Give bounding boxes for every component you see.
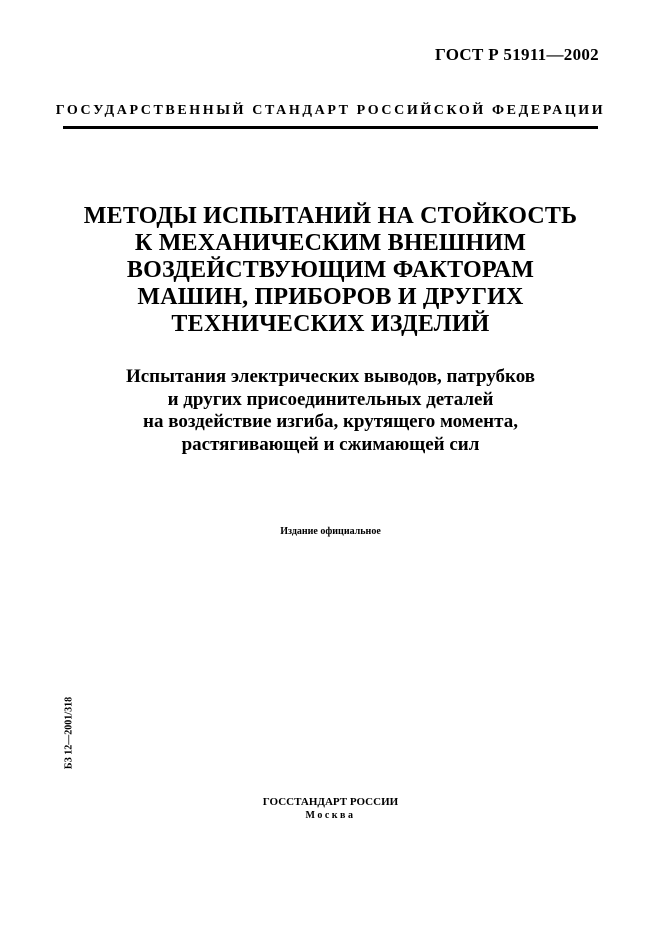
main-title [0, 203, 661, 338]
side-code-text: БЗ 12—2001/318 [63, 696, 75, 770]
city: Москва [305, 810, 356, 821]
publisher: ГОССТАНДАРТ РОССИИ [262, 796, 399, 808]
state-standard-heading: ГОСУДАРСТВЕННЫЙ СТАНДАРТ РОССИЙСКОЙ ФЕДЕРАЦИИ [55, 103, 606, 118]
subtitle-line: на воздействие изгиба, крутящего момента, [143, 411, 518, 432]
document-number: ГОСТ Р 51911—2002 [435, 45, 599, 64]
edition-label: Издание официальное [280, 526, 381, 537]
subtitle-line: растягивающей и сжимающей сил [181, 433, 480, 455]
main-title-line: ВОЗДЕЙСТВУЮЩИМ ФАКТОРАМ [126, 257, 535, 283]
subtitle [0, 366, 661, 456]
main-title-line: МЕТОДЫ ИСПЫТАНИЙ НА СТОЙКОСТЬ [83, 203, 578, 229]
subtitle-line: и других присоединительных деталей [167, 388, 494, 410]
main-title-line: ТЕХНИЧЕСКИХ ИЗДЕЛИЙ [171, 311, 490, 337]
subtitle-line: Испытания электрических выводов, патрубков [125, 366, 536, 387]
header-rule [63, 126, 598, 129]
main-title-line: К МЕХАНИЧЕСКИМ ВНЕШНИМ [134, 230, 527, 256]
main-title-line: МАШИН, ПРИБОРОВ И ДРУГИХ [137, 284, 524, 310]
side-code [62, 690, 76, 776]
